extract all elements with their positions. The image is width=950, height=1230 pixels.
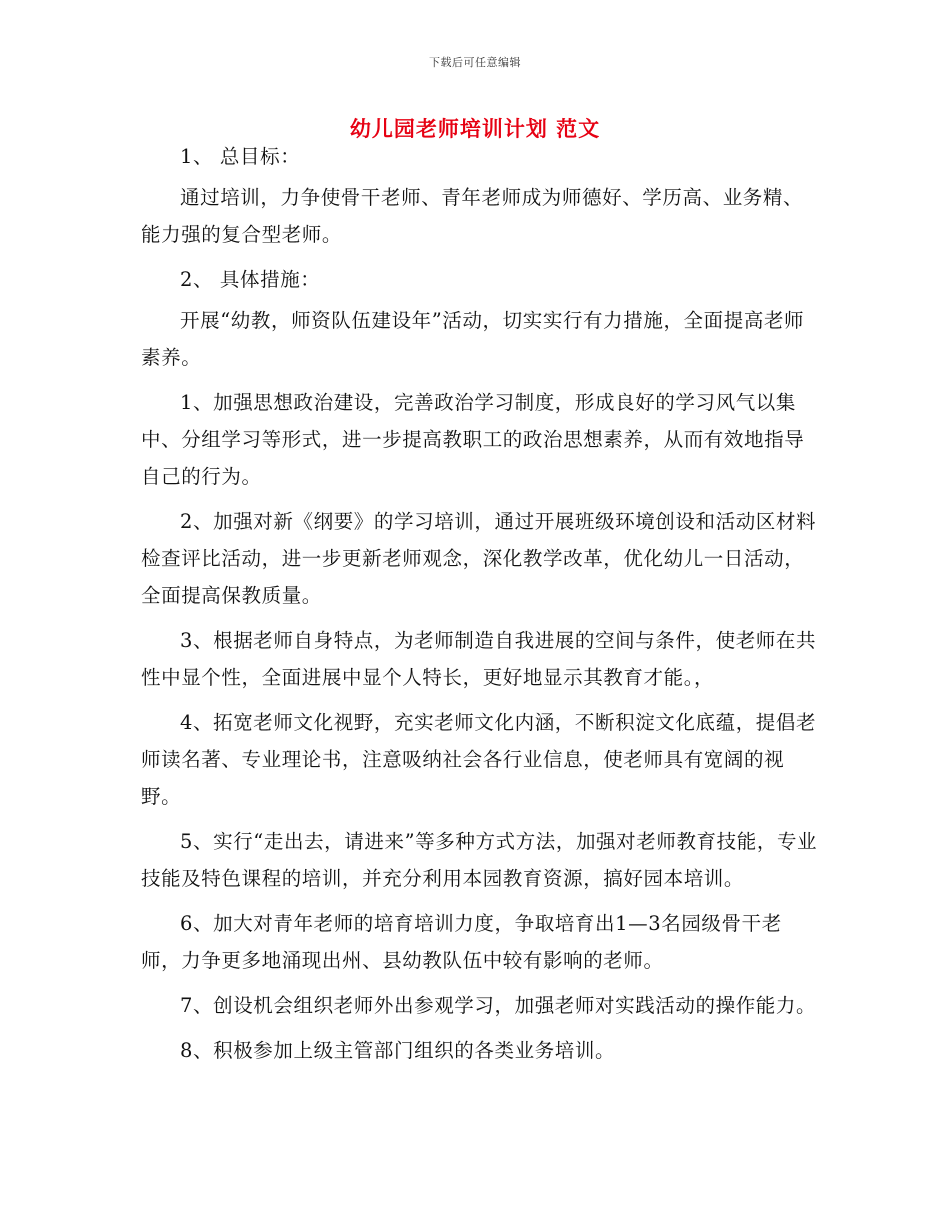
list-item-3: 3、根据老师自身特点，为老师制造自我进展的空间与条件，使老师在共性中显个性，全面进展中显个人特长，更好地显示其教育才能。， xyxy=(141,629,817,689)
header-note: 下载后可任意编辑 xyxy=(429,56,521,69)
list-item-2: 2、加强对新《纲要》的学习培训，通过开展班级环境创设和活动区材料检查评比活动，进一步更新老师观念，深化教学改革，优化幼儿一日活动，全面提高保教质量。 xyxy=(141,510,817,607)
list-item-5: 5、实行“走出去，请进来”等多种方式方法，加强对老师教育技能，专业技能及特色课程的培训，并充分利用本园教育资源，搞好园本培训。 xyxy=(141,830,818,890)
list-item-7: 7、创设机会组织老师外出参观学习，加强老师对实践活动的操作能力。 xyxy=(180,994,817,1017)
paragraph-goal: 通过培训，力争使骨干老师、青年老师成为师德好、学历高、业务精、能力强的复合型老师。 xyxy=(141,186,804,246)
document-title: 幼儿园老师培训计划 范文 xyxy=(349,116,601,141)
list-item-4: 4、拓宽老师文化视野，充实老师文化内涵，不断积淀文化底蕴，提倡老师读名著、专业理论书，注意吸纳社会各行业信息，使老师具有宽阔的视野。 xyxy=(141,711,817,808)
section-heading-measures: 2、 具体措施： xyxy=(180,268,321,291)
list-item-6: 6、加大对青年老师的培育培训力度，争取培育出1—3名园级骨干老师，力争更多地涌现出州、县幼教队伍中较有影响的老师。 xyxy=(141,912,782,972)
paragraph-measures-intro: 开展“幼教，师资队伍建设年”活动，切实实行有力措施，全面提高老师素养。 xyxy=(141,309,805,369)
document-body xyxy=(141,138,821,1077)
list-item-1: 1、加强思想政治建设，完善政治学习制度，形成良好的学习风气以集中、分组学习等形式，进一步提高教职工的政治思想素养，从而有效地指导自己的行为。 xyxy=(141,391,805,488)
list-item-8: 8、积极参加上级主管部门组织的各类业务培训。 xyxy=(180,1039,616,1062)
section-heading-goal: 1、 总目标： xyxy=(180,145,301,168)
